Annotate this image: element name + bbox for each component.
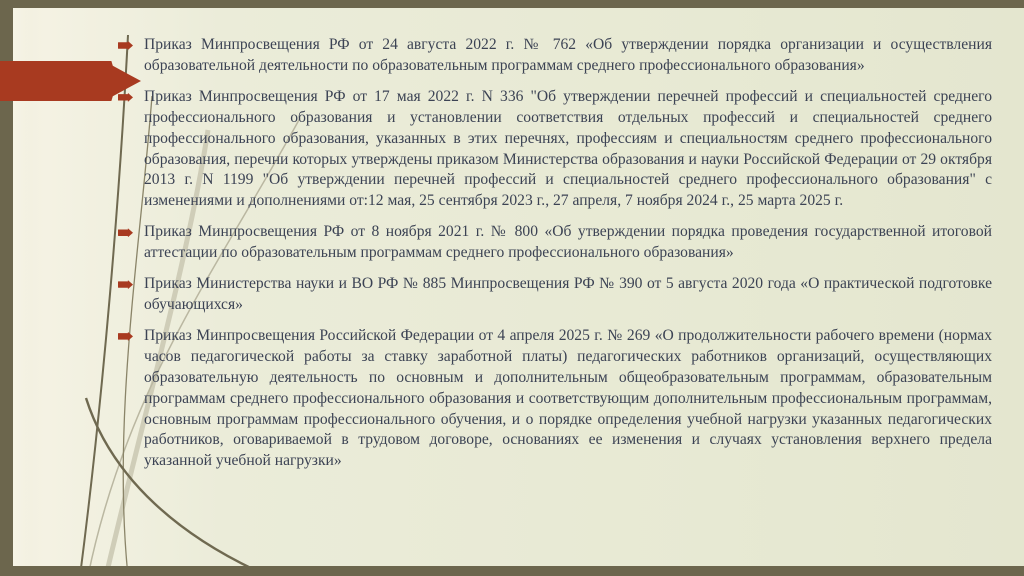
list-item xyxy=(118,274,992,316)
bullet-arrow-icon xyxy=(118,332,133,341)
bullet-list xyxy=(118,35,992,482)
list-item-text: Приказ Минпросвещения Российской Федерации от 4 апреля 2025 г. № 269 «О продолжительности рабочего времени (нормах часов педагогической работы за ставку заработной платы) педагогических работников организаций, осуществляющих образовательную деятельность по основным и дополнительным общеобразовательным программам, образовательным программам среднего профессионального образования и соответствующим дополнительным профессиональным программам, основным программам профессионального обучения, и о порядке определения учебной нагрузки указанных педагогических работников, оговариваемой в трудовом договоре, основаниях ее изменения и случаях установления верхнего предела указанной учебной нагрузки» xyxy=(144,326,992,470)
bullet-arrow-icon xyxy=(118,93,133,102)
bullet-arrow-icon xyxy=(118,280,133,289)
list-item-text: Приказ Минпросвещения РФ от 8 ноября 2021 г. № 800 «Об утверждении порядка проведения государственной итоговой аттестации по образовательным программам среднего профессионального образования» xyxy=(144,223,992,262)
list-item xyxy=(118,326,992,472)
bottom-border-bar xyxy=(0,566,1024,576)
list-item xyxy=(118,222,992,264)
top-border-bar xyxy=(0,0,1024,8)
list-item-text: Приказ Минпросвещения РФ от 17 мая 2022 г. N 336 "Об утверждении перечней профессий и специальностей среднего профессионального образования и установлении соответствия отдельных профессий и специальностей среднего профессионального образования, указанных в этих перечнях, профессиям и специальностям среднего профессионального образования, перечни которых утверждены приказом Министерства образования и науки Российской Федерации от 29 октября 2013 г. N 1199 "Об утверждении перечней профессий и специальностей среднего профессионального образования" с изменениями и дополнениями от:12 мая, 25 сентября 2023 г., 27 апреля, 7 ноября 2024 г., 25 марта 2025 г. xyxy=(144,87,992,210)
bullet-arrow-icon xyxy=(118,228,133,237)
list-item-text: Приказ Министерства науки и ВО РФ № 885 Минпросвещения РФ № 390 от 5 августа 2020 года «О практической подготовке обучающихся» xyxy=(144,275,992,313)
bullet-arrow-icon xyxy=(118,41,133,50)
list-item xyxy=(118,35,992,77)
list-item xyxy=(118,87,992,212)
list-item-text: Приказ Минпросвещения РФ от 24 августа 2022 г. № 762 «Об утверждении порядка организации и осуществления образовательной деятельности по образовательным программам среднего профессионального образования» xyxy=(144,36,992,74)
